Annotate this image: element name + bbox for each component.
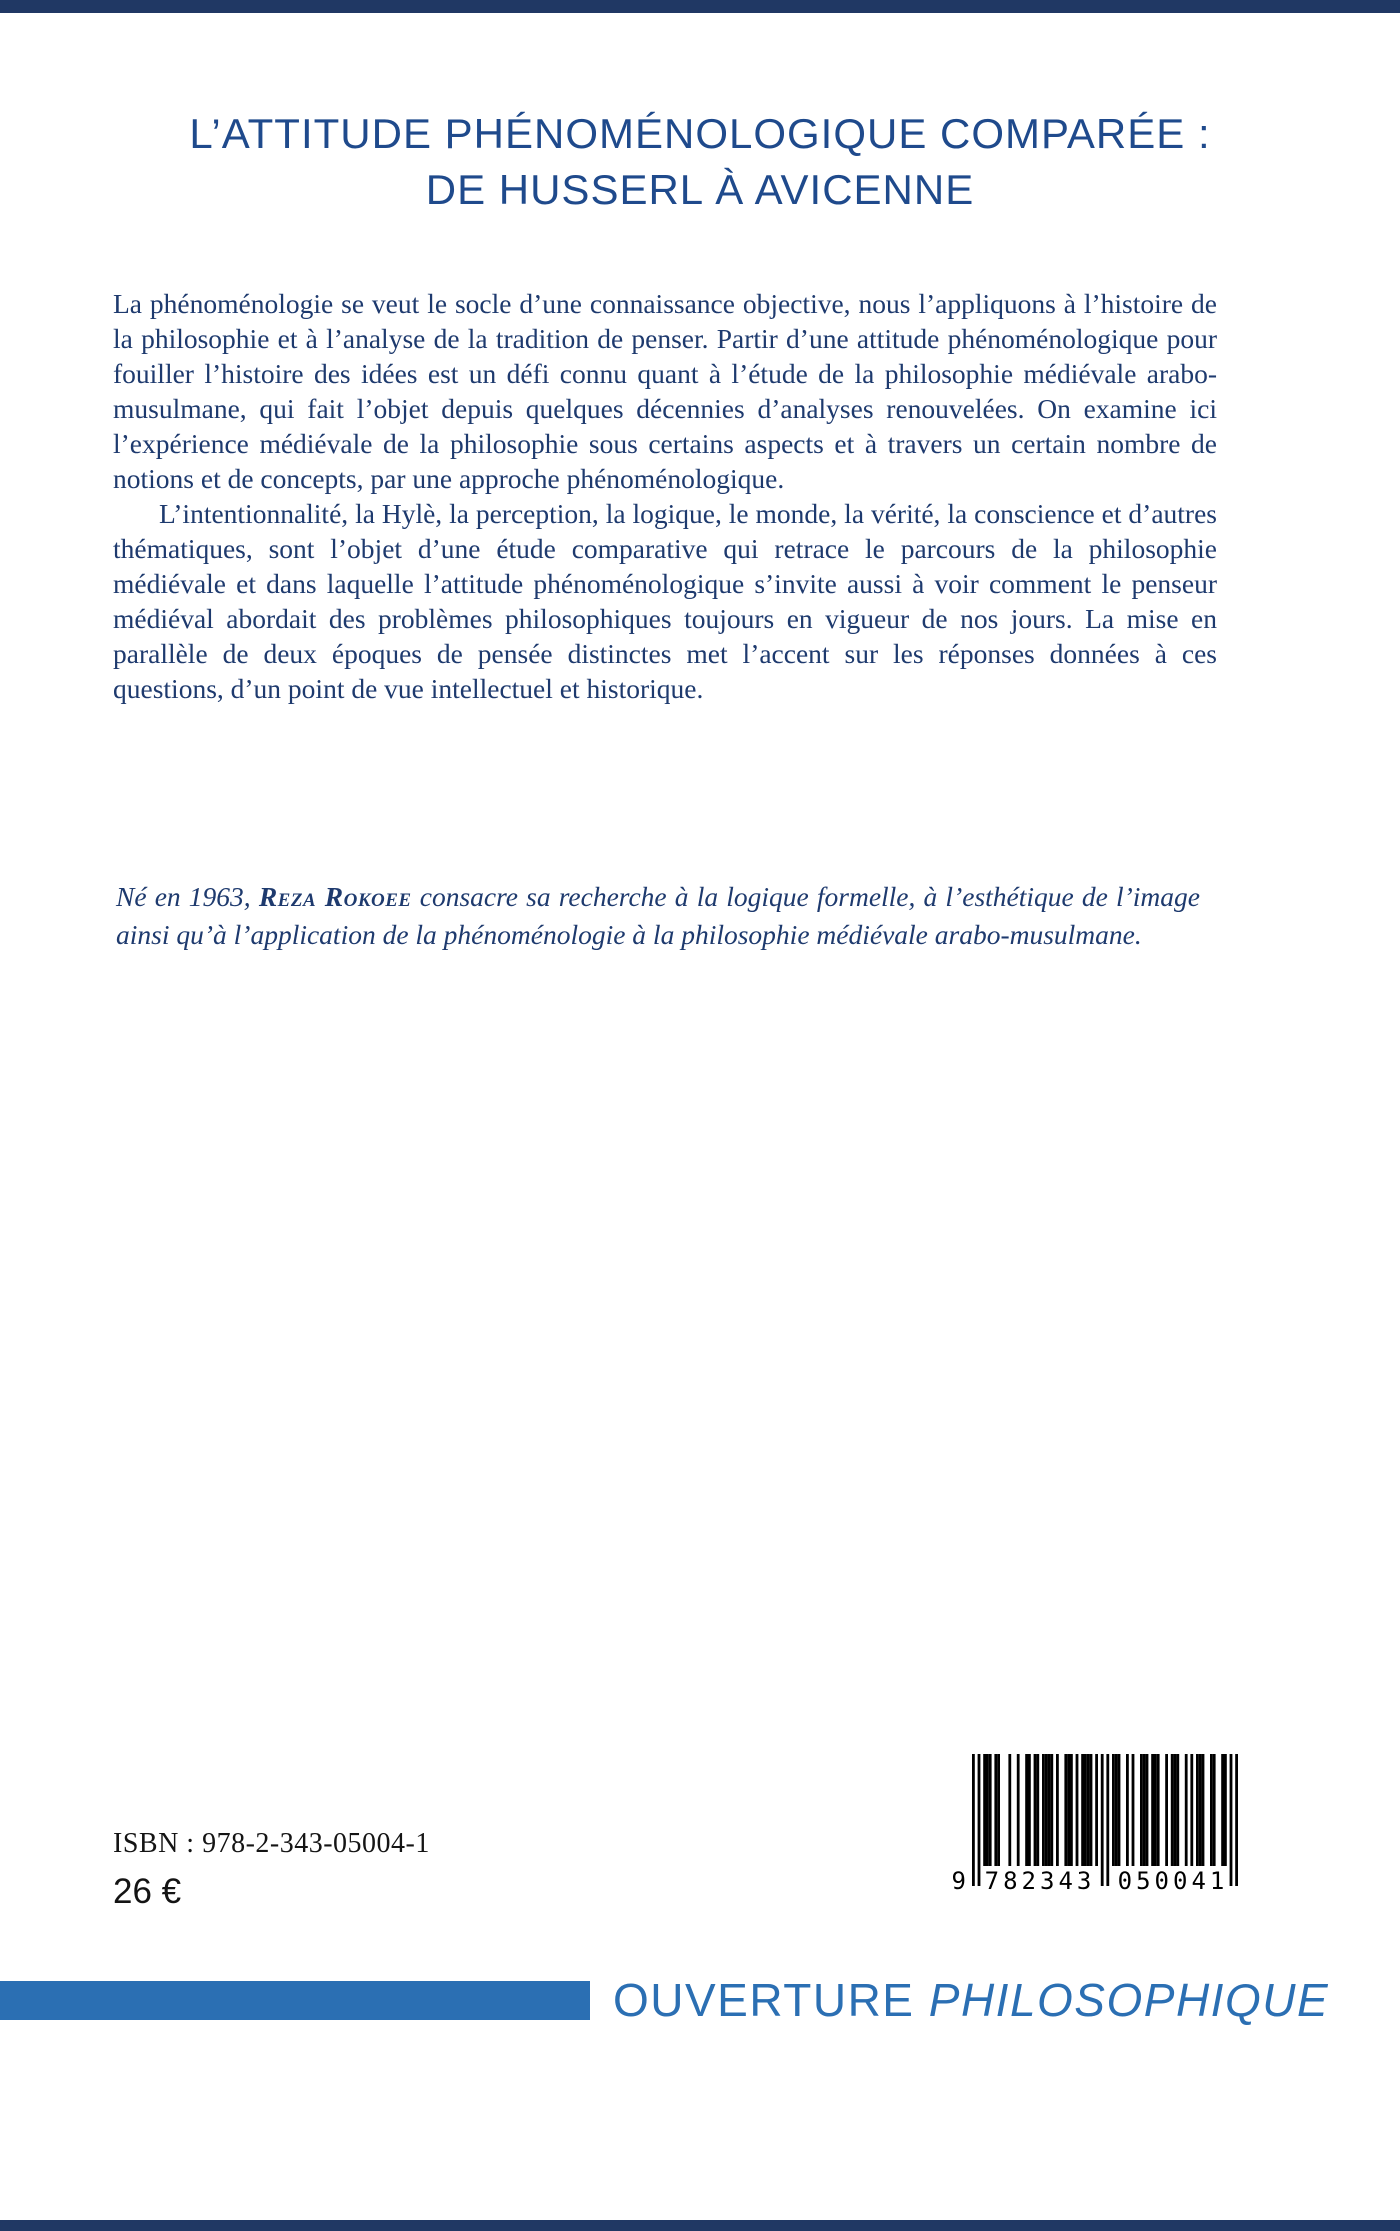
author-bio	[116, 878, 1200, 953]
barcode-digit-group: 782343	[984, 1867, 1096, 1895]
collection-name	[613, 1974, 1330, 2026]
synopsis-paragraph-1: La phénoménologie se veut le socle d’une connaissance objective, nous l’appliquons à l’histoire de la philosophie et à l’analyse de la tradition de penser. Partir d’une attitude phénoménologique pour fouiller l’histoire des idées est un défi connu quant à l’étude de la philosophie médiévale arabo-musulmane, qui fait l’objet depuis quelques décennies d’analyses renouvelées. On examine ici l’expérience médiévale de la philosophie sous certains aspects et à travers un certain nombre de notions et de concepts, par une approche phénoménologique.	[113, 288, 1217, 494]
isbn-text: ISBN : 978-2-343-05004-1	[113, 1828, 430, 1859]
synopsis	[113, 286, 1217, 706]
author-name: Reza Rokoee	[258, 881, 412, 912]
collection-band-bar	[0, 1981, 590, 2020]
author-bio-prefix: Né en 1963,	[116, 881, 259, 912]
author-bio-suffix: consacre sa recherche à la logique formelle, à l’esthétique de l’image ainsi qu’à l’application de la phénoménologie à la philosophie médiévale arabo-musulmane.	[116, 881, 1200, 950]
bottom-border-strip	[0, 2220, 1400, 2231]
book-title-line-2: DE HUSSERL À AVICENNE	[425, 166, 975, 213]
top-border-strip	[0, 0, 1400, 13]
collection-word-2: PHILOSOPHIQUE	[928, 1974, 1330, 2026]
barcode	[950, 1754, 1242, 1902]
barcode-digit-group: 050041	[1117, 1867, 1229, 1895]
book-title	[0, 106, 1400, 218]
synopsis-paragraph-2: L’intentionnalité, la Hylè, la perception, la logique, le monde, la vérité, la conscience et d’autres thématiques, sont l’objet d’une étude comparative qui retrace le parcours de la philosophie médiévale et dans laquelle l’attitude phénoménologique s’invite aussi à voir comment le penseur médiéval abordait des problèmes philosophiques toujours en vigueur de nos jours. La mise en parallèle de deux époques de pensée distinctes met l’accent sur les réponses données à ces questions, d’un point de vue intellectuel et historique.	[113, 498, 1217, 704]
price-text: 26 €	[113, 1872, 182, 1911]
book-title-line-1: L’ATTITUDE PHÉNOMÉNOLOGIQUE COMPARÉE :	[189, 110, 1211, 157]
barcode-digits	[950, 1866, 1242, 1900]
barcode-digit-group: 9	[951, 1867, 970, 1895]
collection-word-1: OUVERTURE	[613, 1974, 915, 2026]
